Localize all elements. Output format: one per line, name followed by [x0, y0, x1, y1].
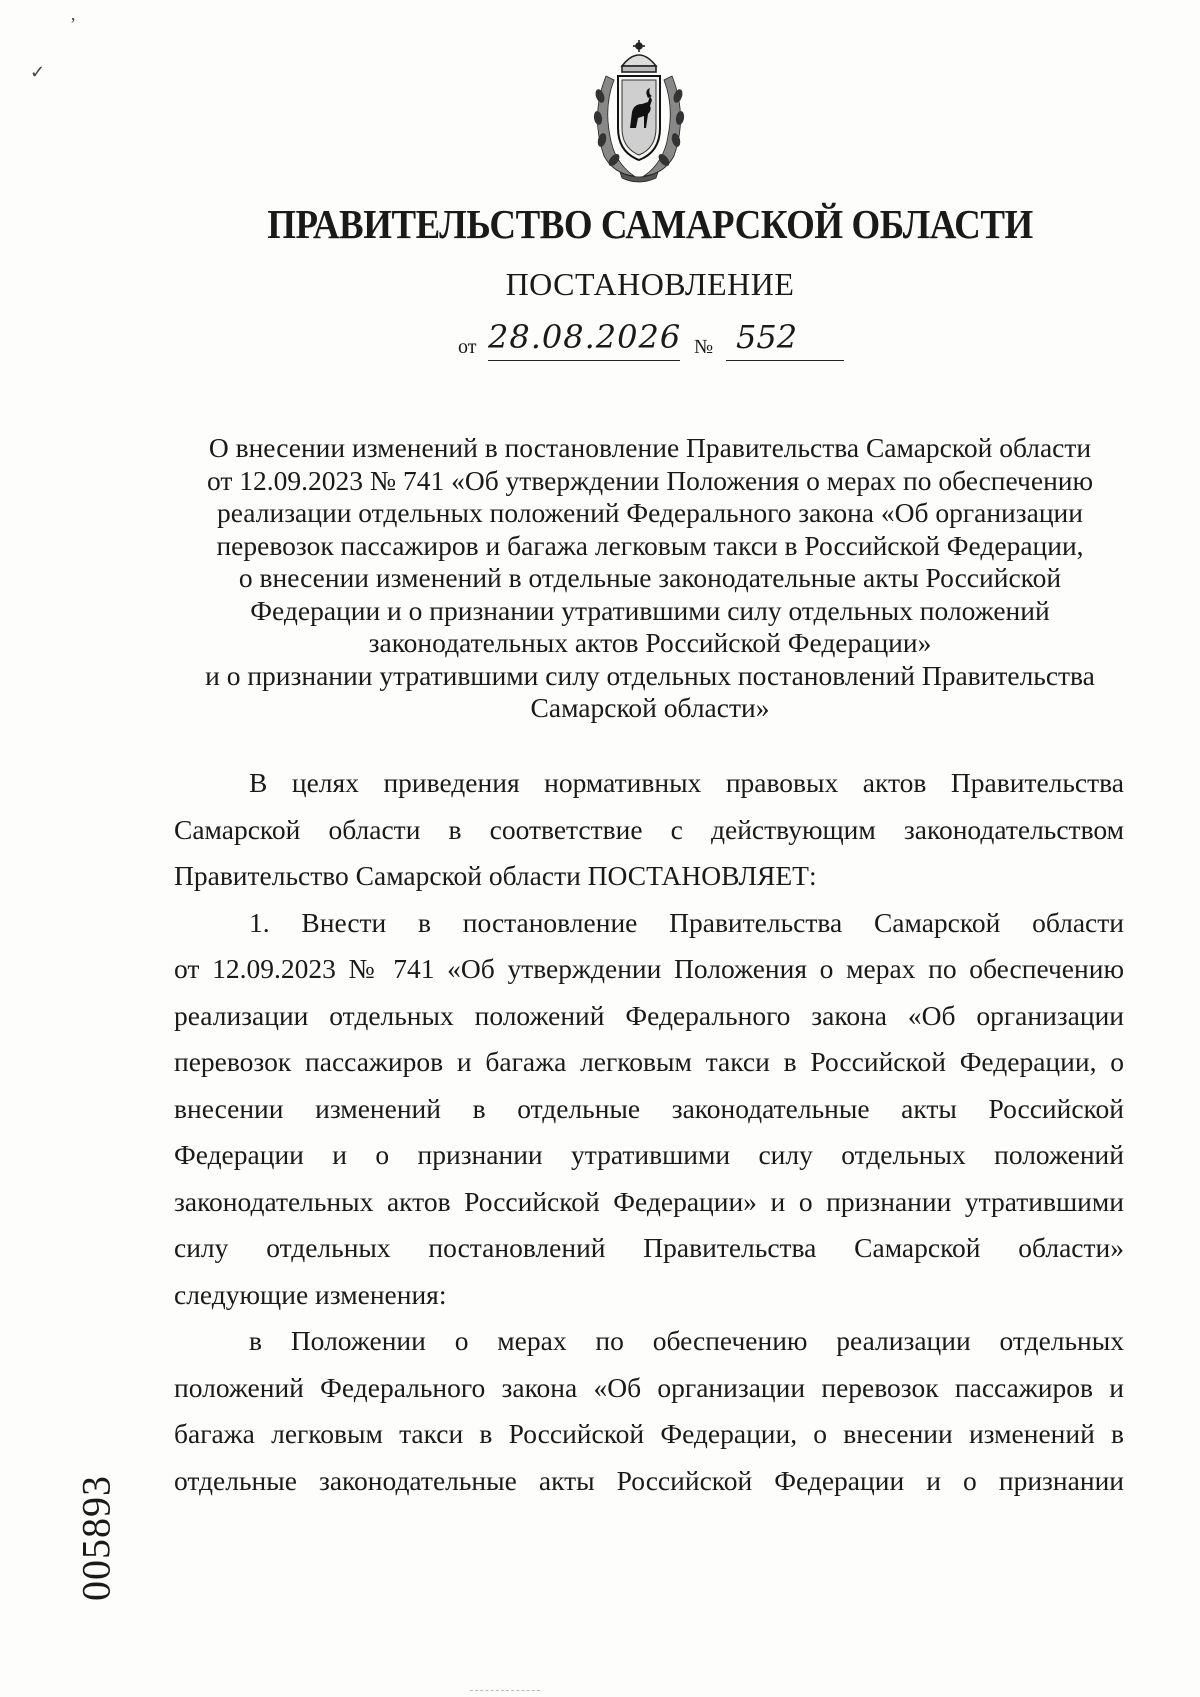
government-title: ПРАВИТЕЛЬСТВО САМАРСКОЙ ОБЛАСТИ	[267, 201, 1033, 247]
document-body	[174, 760, 1124, 1504]
date-number-line	[458, 318, 848, 362]
number-underline	[726, 360, 844, 361]
document-date: 28.08.2026	[488, 318, 682, 356]
body-line: положений Федерального закона «Об организации перевозок пассажиров и	[174, 1371, 1124, 1403]
date-underline	[488, 360, 680, 361]
body-line: от 12.09.2023 № 741 «Об утверждении Положения о мерах по обеспечению	[174, 953, 1124, 984]
date-prefix: от	[458, 336, 477, 358]
body-line: багажа легковым такси в Российской Федерации, о внесении изменений в	[174, 1418, 1124, 1449]
subject-line: и о признании утратившими силу отдельных постановлений Правительства	[205, 659, 1095, 691]
body-line: 1. Внести в постановление Правительства Самарской области	[249, 906, 1124, 938]
subject-line: О внесении изменений в постановление Правительства Самарской области	[208, 432, 1092, 463]
scan-mark: ʼ	[70, 14, 76, 34]
subject-line: от 12.09.2023 № 741 «Об утверждении Положения о мерах по обеспечению	[206, 464, 1094, 496]
body-line: отдельные законодательные акты Российской Федерации и о признании	[174, 1464, 1124, 1496]
subject-line: Самарской области»	[530, 692, 770, 723]
body-line: законодательных актов Российской Федерации» и о признании утратившими	[174, 1185, 1124, 1217]
body-line: внесении изменений в отдельные законодательные акты Российской	[174, 1092, 1124, 1124]
body-line: в Положении о мерах по обеспечению реализации отдельных	[249, 1325, 1124, 1356]
body-line: Самарской области в соответствие с действующим законодательством	[174, 813, 1124, 845]
body-line: В целях приведения нормативных правовых актов Правительства	[249, 767, 1124, 798]
document-number: 552	[736, 318, 798, 356]
body-line: следующие изменения:	[174, 1278, 447, 1310]
document-type: ПОСТАНОВЛЕНИЕ	[505, 266, 795, 302]
body-line: Федерации и о признании утратившими силу отдельных положений	[174, 1139, 1124, 1170]
subject-line: перевозок пассажиров и багажа легковым такси в Российской Федерации,	[216, 529, 1084, 561]
subject-line: законодательных актов Российской Федерации»	[368, 627, 932, 658]
body-line: силу отдельных постановлений Правительства Самарской области»	[174, 1232, 1124, 1263]
body-line: реализации отдельных положений Федерального закона «Об организации	[174, 999, 1124, 1031]
subject-line: о внесении изменений в отдельные законодательные акты Российской	[238, 562, 1062, 593]
number-prefix: №	[694, 336, 714, 358]
subject-line: Федерации и о признании утратившими силу отдельных положений	[250, 594, 1050, 626]
scan-mark: ✓	[30, 62, 46, 82]
body-line: Правительство Самарской области ПОСТАНОВЛЯЕТ:	[174, 860, 817, 891]
serial-text: 005893	[73, 1475, 119, 1601]
body-line: перевозок пассажиров и багажа легковым такси в Российской Федерации, о	[174, 1046, 1124, 1077]
samara-coat-of-arms-icon	[584, 36, 694, 186]
subject-line: реализации отдельных положений Федерального закона «Об организации	[217, 497, 1083, 528]
scan-edge-line	[470, 1690, 540, 1691]
document-subject	[180, 432, 1120, 725]
